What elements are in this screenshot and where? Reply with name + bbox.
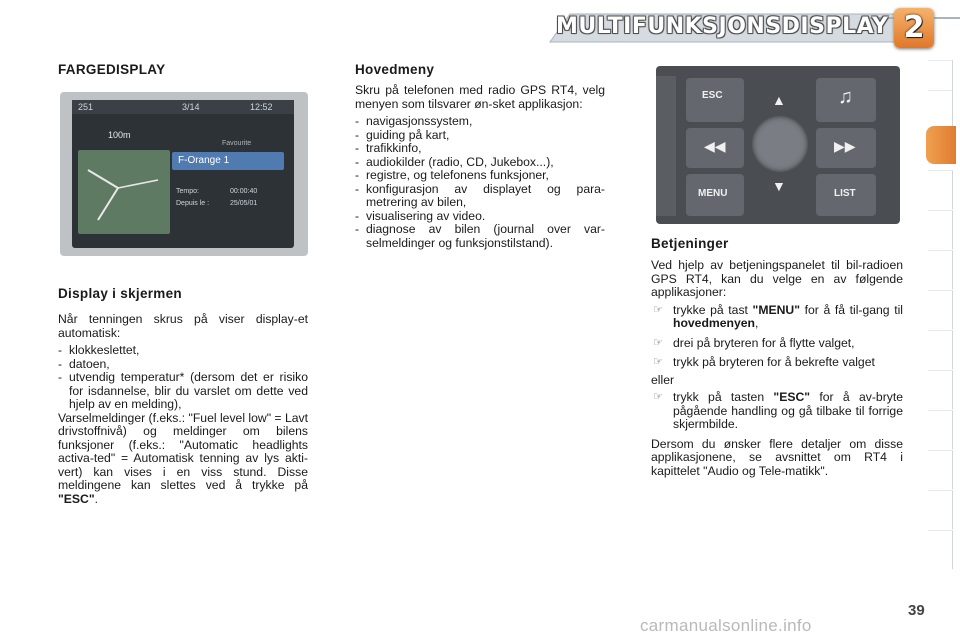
or-text: eller (651, 372, 675, 387)
forward-button[interactable] (816, 128, 876, 168)
favourite-label: Favourite (222, 140, 252, 147)
pointing-hand-icon: ☞ (653, 391, 663, 403)
display-intro: Når tenningen skrus på viser display-et automatisk: (58, 312, 308, 340)
menu-button[interactable] (686, 174, 744, 216)
pointing-hand-icon: ☞ (653, 303, 663, 316)
side-tab[interactable] (928, 450, 953, 489)
rewind-button[interactable] (686, 128, 744, 168)
display-section-body (58, 313, 308, 510)
esc-key-label: "ESC" (58, 491, 95, 506)
main-menu-intro: Skru på telefonen med radio GPS RT4, velg menyen som tilsvarer øn-sket applikasjon: (355, 83, 605, 111)
list-button[interactable] (816, 174, 876, 216)
list-item: - guiding på kart, (355, 129, 605, 143)
chapter-number: 2 (903, 10, 925, 45)
step-confirm (651, 356, 903, 370)
step-rotate (651, 337, 903, 351)
warning-paragraph (58, 412, 308, 507)
map-scale: 100m (108, 130, 131, 140)
side-tab[interactable] (928, 530, 953, 569)
list-item: - audiokilder (radio, CD, Jukebox...), (355, 156, 605, 170)
step-esc (651, 391, 903, 432)
page-number: 39 (908, 602, 925, 619)
arrow-down-icon: ▼ (772, 178, 786, 194)
section-heading-hovedmeny: Hovedmeny (355, 62, 435, 77)
side-tab-active[interactable] (926, 126, 956, 164)
list-item: - visualisering av video. (355, 210, 605, 224)
controls-alt-steps-list (651, 391, 903, 432)
list-item: - datoen, (58, 358, 308, 372)
rewind-icon: ◀◀ (704, 138, 726, 154)
color-display-photo (60, 92, 308, 256)
menu-key-label: "MENU" (752, 302, 800, 317)
status-left: 251 (78, 102, 94, 112)
status-mid: 3/14 (182, 102, 200, 112)
date-label: Depuis le : (176, 200, 210, 207)
side-tab[interactable] (928, 290, 953, 329)
step-text: trykk på tasten (673, 390, 774, 404)
side-tab[interactable] (928, 410, 953, 449)
fast-forward-icon: ▶▶ (834, 138, 856, 154)
map-route-icon (78, 150, 170, 234)
esc-key-label: "ESC" (773, 390, 811, 404)
control-panel-photo (656, 66, 900, 224)
step-text: , (754, 316, 759, 330)
controls-footer: Dersom du ønsker flere detaljer om disse applikasjonene, se avsnittet om RT4 i kapittelet "Audio og Tele-matikk". (651, 436, 903, 478)
section-heading-fargedisplay: FARGEDISPLAY (58, 62, 166, 77)
section-heading-betjeninger: Betjeninger (651, 236, 729, 251)
step-text: trykk på bryteren for å bekrefte valget (673, 355, 875, 369)
list-item: - utvendig temperatur* (dersom det er risiko for isdannelse, blir du varslet om dette ved hjelp av en melding), (58, 371, 308, 412)
list-item: - navigasjonssystem, (355, 115, 605, 129)
list-title-bar (172, 152, 284, 170)
controls-section-body (651, 259, 903, 482)
esc-button[interactable] (686, 78, 744, 122)
selector-knob[interactable] (752, 116, 808, 172)
controls-intro: Ved hjelp av betjeningspanelet til bil-radioen GPS RT4, kan du velge en av følgende applikasjoner: (651, 258, 903, 299)
display-screen (72, 100, 294, 248)
side-tab[interactable] (928, 490, 953, 529)
list-item: - konfigurasjon av displayet og para-metrering av bilen, (355, 183, 605, 210)
step-text: trykke på tast (673, 302, 753, 317)
step-text: drei på bryteren for å flytte valget, (673, 335, 855, 350)
main-menu-section-body (355, 84, 605, 250)
main-menu-term: hovedmenyen (673, 316, 755, 330)
temp-label: Tempo: (176, 188, 199, 195)
list-item: - trafikkinfo, (355, 142, 605, 156)
side-tab[interactable] (928, 210, 953, 249)
music-note-icon: ♫ (838, 86, 853, 108)
pointing-hand-icon: ☞ (653, 356, 663, 368)
list-title: F-Orange 1 (178, 155, 230, 166)
warning-text: Varselmeldinger (f.eks.: "Fuel level low" = Lavt drivstoffnivå) og meldinger om bilens funksjoner (f.eks.: "Automatic headlights activa-ted" = Automatisk tenning av lys akti-vert) kan vises i en viss stund. Disse meldingene kan slettes ved å trykke på (58, 410, 308, 492)
main-menu-list (355, 115, 605, 250)
status-time: 12:52 (250, 102, 273, 112)
list-item: - diagnose av bilen (journal over var-selmeldinger og funksjonstilstand). (355, 223, 605, 250)
menu-button-label: MENU (698, 188, 728, 199)
display-items-list (58, 344, 308, 412)
page-header-title: MULTIFUNKSJONSDISPLAY (556, 14, 889, 39)
rotary-selector[interactable] (748, 92, 812, 196)
pointing-hand-icon: ☞ (653, 336, 663, 349)
step-text: for å få til-gang til (800, 302, 903, 317)
side-button-strip (656, 76, 676, 216)
list-item: - registre, og telefonens funksjoner, (355, 169, 605, 183)
temp-value: 00:00:40 (230, 188, 258, 195)
side-tab[interactable] (928, 330, 953, 369)
side-tab[interactable] (928, 250, 953, 289)
warning-end: . (94, 491, 99, 506)
list-button-label: LIST (834, 188, 856, 199)
arrow-up-icon: ▲ (772, 92, 786, 108)
watermark: carmanualsonline.info (640, 616, 812, 635)
controls-steps-list (651, 304, 903, 370)
step-text: for å av-bryte pågående handling og gå tilbake til forrige skjermbilde. (673, 390, 904, 431)
section-heading-display: Display i skjermen (58, 286, 182, 301)
map-view (78, 150, 170, 234)
chapter-side-tabs (928, 60, 960, 580)
date-value: 25/05/01 (230, 200, 258, 207)
chapter-badge (894, 8, 934, 48)
side-tab[interactable] (928, 170, 953, 209)
step-menu (651, 304, 903, 331)
side-tab[interactable] (928, 90, 953, 129)
list-item: - klokkeslettet, (58, 344, 308, 358)
side-tab[interactable] (928, 370, 953, 409)
esc-button-label: ESC (702, 90, 723, 101)
music-button[interactable] (816, 78, 876, 122)
